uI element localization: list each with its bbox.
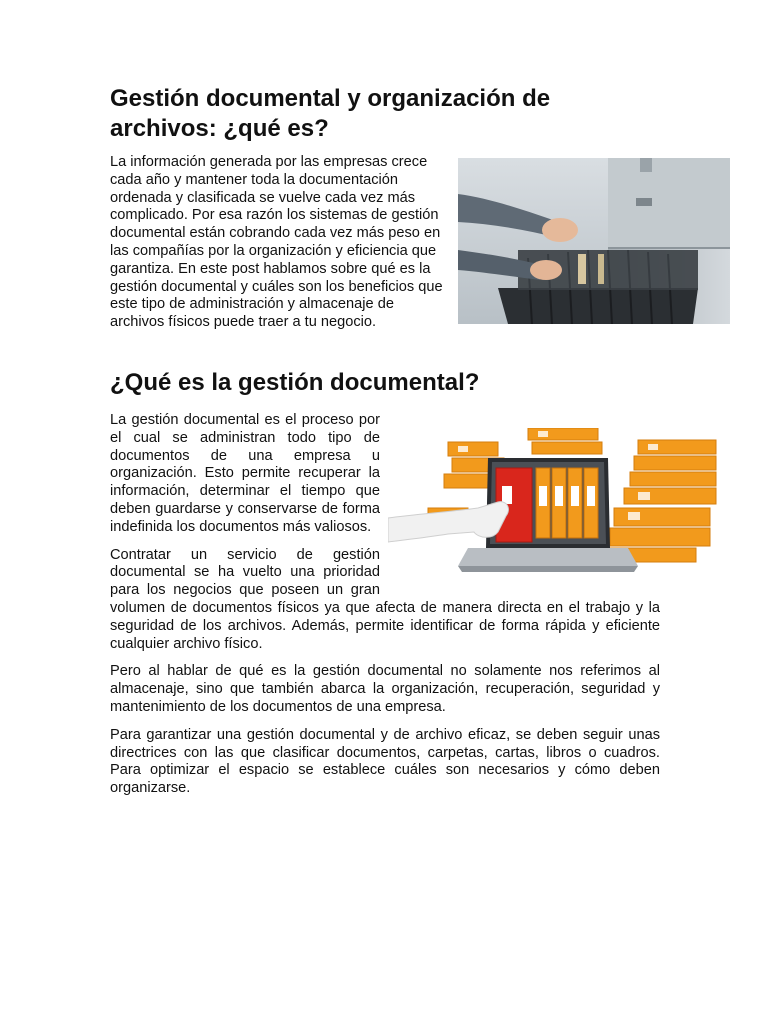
document-page — [110, 84, 660, 798]
intro-block — [110, 154, 670, 332]
section-paragraph-2: Contratar un servicio de gestión documental se ha vuelto una prioridad para los negocios que poseen un gran volumen de documentos físicos ya que afecta de manera directa en el trabajo y la seguridad de los archivos. Además, permite identificar de forma rápida y eficiente cualquier archivo físico. — [110, 546, 660, 652]
section-paragraph-3: Pero al hablar de qué es la gestión documental no solamente nos referimos al almacenaje, sino que también abarca la organización, recuperación, seguridad y mantenimiento de los documentos de una empresa. — [110, 663, 660, 715]
section-paragraph-1: La gestión documental es el proceso por el cual se administran todo tipo de documentos de una empresa u organización. Esto permite recuperar la información, determinar el tiempo que deben guardarse y conservarse de forma indefinida los documentos más valiosos. — [110, 411, 380, 535]
intro-paragraph: La información generada por las empresas crece cada año y mantener toda la documentación ordenada y clasificada se vuelve cada vez más complicado. Por esa razón los sistemas de gestión documental están cobrando cada vez más peso en las compañías por la organización y eficiencia que garantiza. En este post hablamos sobre qué es la gestión documental y cuáles son los beneficios que este tipo de administración y almacenaje de archivos físicos puede traer a tu negocio. — [110, 154, 443, 331]
section-paragraph-4: Para garantizar una gestión documental y de archivo eficaz, se deben seguir unas directrices con las que clasificar documentos, carpetas, cartas, libros o cuadros. Para optimizar el espacio se establece cuáles son necesarios y cómo deben organizarse. — [110, 726, 660, 797]
laptop-folders-illustration — [388, 428, 733, 588]
section-heading: ¿Qué es la gestión documental? — [110, 368, 480, 396]
section-what-is — [110, 368, 660, 798]
page-title: Gestión documental y organización de archivos: ¿qué es? — [110, 85, 551, 142]
filing-cabinet-photo — [458, 158, 730, 324]
